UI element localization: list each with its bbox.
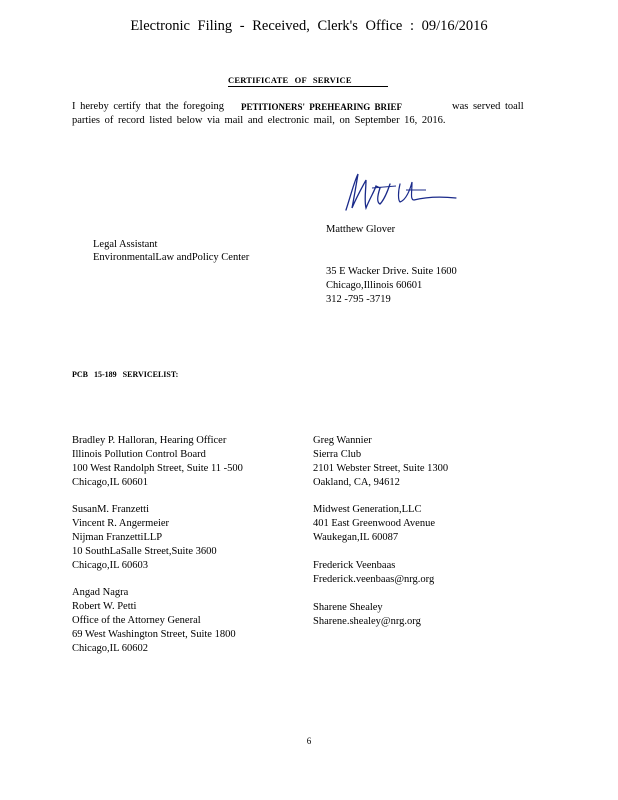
signer-name: Matthew Glover [326,224,396,235]
signer-address-2: Chicago,Illinois 60601 [326,280,423,291]
entry-line: Chicago,IL 60601 [72,477,149,488]
entry-line: Vincent R. Angermeier [72,518,170,529]
entry-line: SusanM. Franzetti [72,504,149,515]
entry-line: Illinois Pollution Control Board [72,449,206,460]
entry-line: Midwest Generation,LLC [313,504,422,515]
entry-line: 2101 Webster Street, Suite 1300 [313,463,449,474]
page-number: 6 [306,736,312,746]
document-name: PETITIONERS' PREHEARING BRIEF [241,102,403,112]
service-list-title: PCB 15-189 SERVICELIST: [72,370,179,379]
certify-line-2: parties of record listed below via mail and electronic mail, on September 16, 2016. [72,115,446,126]
service-entry-left-2 [72,503,217,573]
entry-email: Sharene.shealey@nrg.org [313,616,421,627]
entry-email: Frederick.veenbaas@nrg.org [313,574,435,585]
signer-title: Legal Assistant [93,239,158,250]
entry-line: 69 West Washington Street, Suite 1800 [72,629,236,640]
signer-organization: EnvironmentalLaw andPolicy Center [93,252,250,263]
entry-line: Sharene Shealey [313,602,383,613]
service-entry-right-2 [313,503,435,545]
entry-line: Oakland, CA, 94612 [313,477,400,488]
service-entry-right-1 [313,434,448,490]
entry-line: Frederick Veenbaas [313,560,396,571]
entry-line: Robert W. Petti [72,601,137,612]
entry-line: Chicago,IL 60603 [72,560,149,571]
title-underline [228,86,388,87]
entry-line: Bradley P. Halloran, Hearing Officer [72,435,227,446]
entry-line: 10 SouthLaSalle Street,Suite 3600 [72,546,217,557]
service-entry-left-3 [72,586,236,656]
entry-line: 401 East Greenwood Avenue [313,518,435,529]
service-entry-right-4 [313,601,421,629]
certificate-title: CERTIFICATE OF SERVICE [228,75,352,85]
entry-line: Office of the Attorney General [72,615,201,626]
entry-line: Nijman FranzettiLLP [72,532,163,543]
signature-image [336,168,466,218]
entry-line: Chicago,IL 60602 [72,643,149,654]
entry-line: 100 West Randolph Street, Suite 11 -500 [72,463,243,474]
service-entry-left-1 [72,434,243,490]
signer-address-1: 35 E Wacker Drive. Suite 1600 [326,266,457,277]
certify-line-1-start: I hereby certify that the foregoing [72,101,224,112]
certify-line-1-end: was served toall [452,101,524,112]
service-entry-right-3 [313,559,434,587]
signer-phone: 312 -795 -3719 [326,294,391,305]
entry-line: Greg Wannier [313,435,372,446]
filing-header: Electronic Filing - Received, Clerk's Office : 09/16/2016 [130,18,488,34]
entry-line: Angad Nagra [72,587,129,598]
entry-line: Waukegan,IL 60087 [313,532,399,543]
entry-line: Sierra Club [313,449,362,460]
